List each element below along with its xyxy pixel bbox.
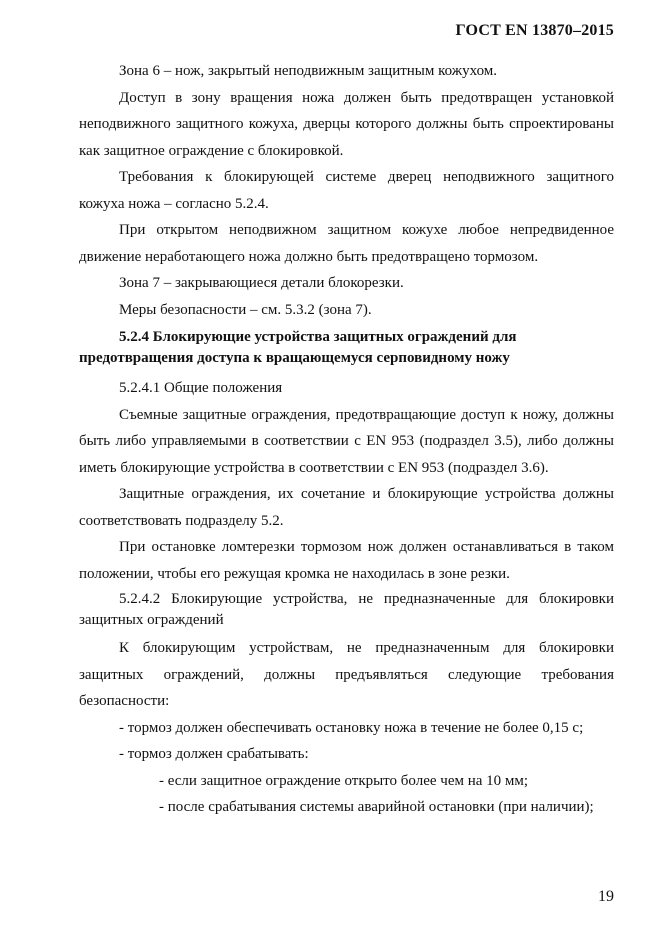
list-item-brake-trigger: - тормоз должен срабатывать: bbox=[119, 746, 309, 762]
document-code-header: ГОСТ EN 13870–2015 bbox=[455, 22, 614, 39]
sublist-item-guard-open: - если защитное ограждение открыто более чем на 10 мм; bbox=[159, 772, 529, 789]
paragraph-zone-7: Зона 7 – закрывающиеся детали блокорезки. bbox=[119, 275, 404, 291]
paragraph-guards-compliance: Защитные ограждения, их сочетание и блокирующие устройства должны соответствовать подразделу 5.2. bbox=[79, 486, 614, 529]
subsection-5-2-4-2-title: 5.2.4.2 Блокирующие устройства, не предназначенные для блокировки защитных ограждений bbox=[79, 591, 614, 628]
paragraph-blocking-requirements: Требования к блокирующей системе дверец неподвижного защитного кожуха ножа – согласно 5.2.4. bbox=[79, 169, 614, 212]
paragraph-blocking-devices-requirements: К блокирующим устройствам, не предназначенным для блокировки защитных ограждений, должны предъявляться следующие требования безопасности: bbox=[79, 640, 614, 709]
paragraph-zone-6: Зона 6 – нож, закрытый неподвижным защитным кожухом. bbox=[119, 63, 498, 79]
page-body bbox=[79, 58, 614, 821]
section-heading-5-2-4: 5.2.4 Блокирующие устройства защитных ограждений для предотвращения доступа к вращающемуся серповидному ножу bbox=[79, 329, 517, 366]
paragraph-access-prevention: Доступ в зону вращения ножа должен быть предотвращен установкой неподвижного защитного кожуха, дверцы которого должны быть спроектированы как защитное ограждение с блокировкой. bbox=[79, 89, 614, 159]
sublist-item-emergency-stop: - после срабатывания системы аварийной остановки (при наличии); bbox=[159, 799, 594, 815]
paragraph-safety-measures: Меры безопасности – см. 5.3.2 (зона 7). bbox=[119, 301, 372, 318]
paragraph-brake-stop: При остановке ломтерезки тормозом нож должен останавливаться в таком положении, чтобы его режущая кромка не находилась в зоне резки. bbox=[79, 539, 614, 582]
paragraph-removable-guards: Съемные защитные ограждения, предотвращающие доступ к ножу, должны быть либо управляемыми в соответствии с EN 953 (подраздел 3.5), либо должны иметь блокирующие устройства в соответствии с EN 953 (подраздел 3.6). bbox=[79, 406, 614, 476]
page-number: 19 bbox=[598, 888, 614, 905]
subsection-5-2-4-1-title: 5.2.4.1 Общие положения bbox=[119, 380, 283, 396]
list-item-brake-time: - тормоз должен обеспечивать остановку ножа в течение не более 0,15 с; bbox=[119, 719, 584, 736]
paragraph-open-guard: При открытом неподвижном защитном кожухе любое непредвиденное движение неработающего ножа должно быть предотвращено тормозом. bbox=[79, 222, 614, 265]
